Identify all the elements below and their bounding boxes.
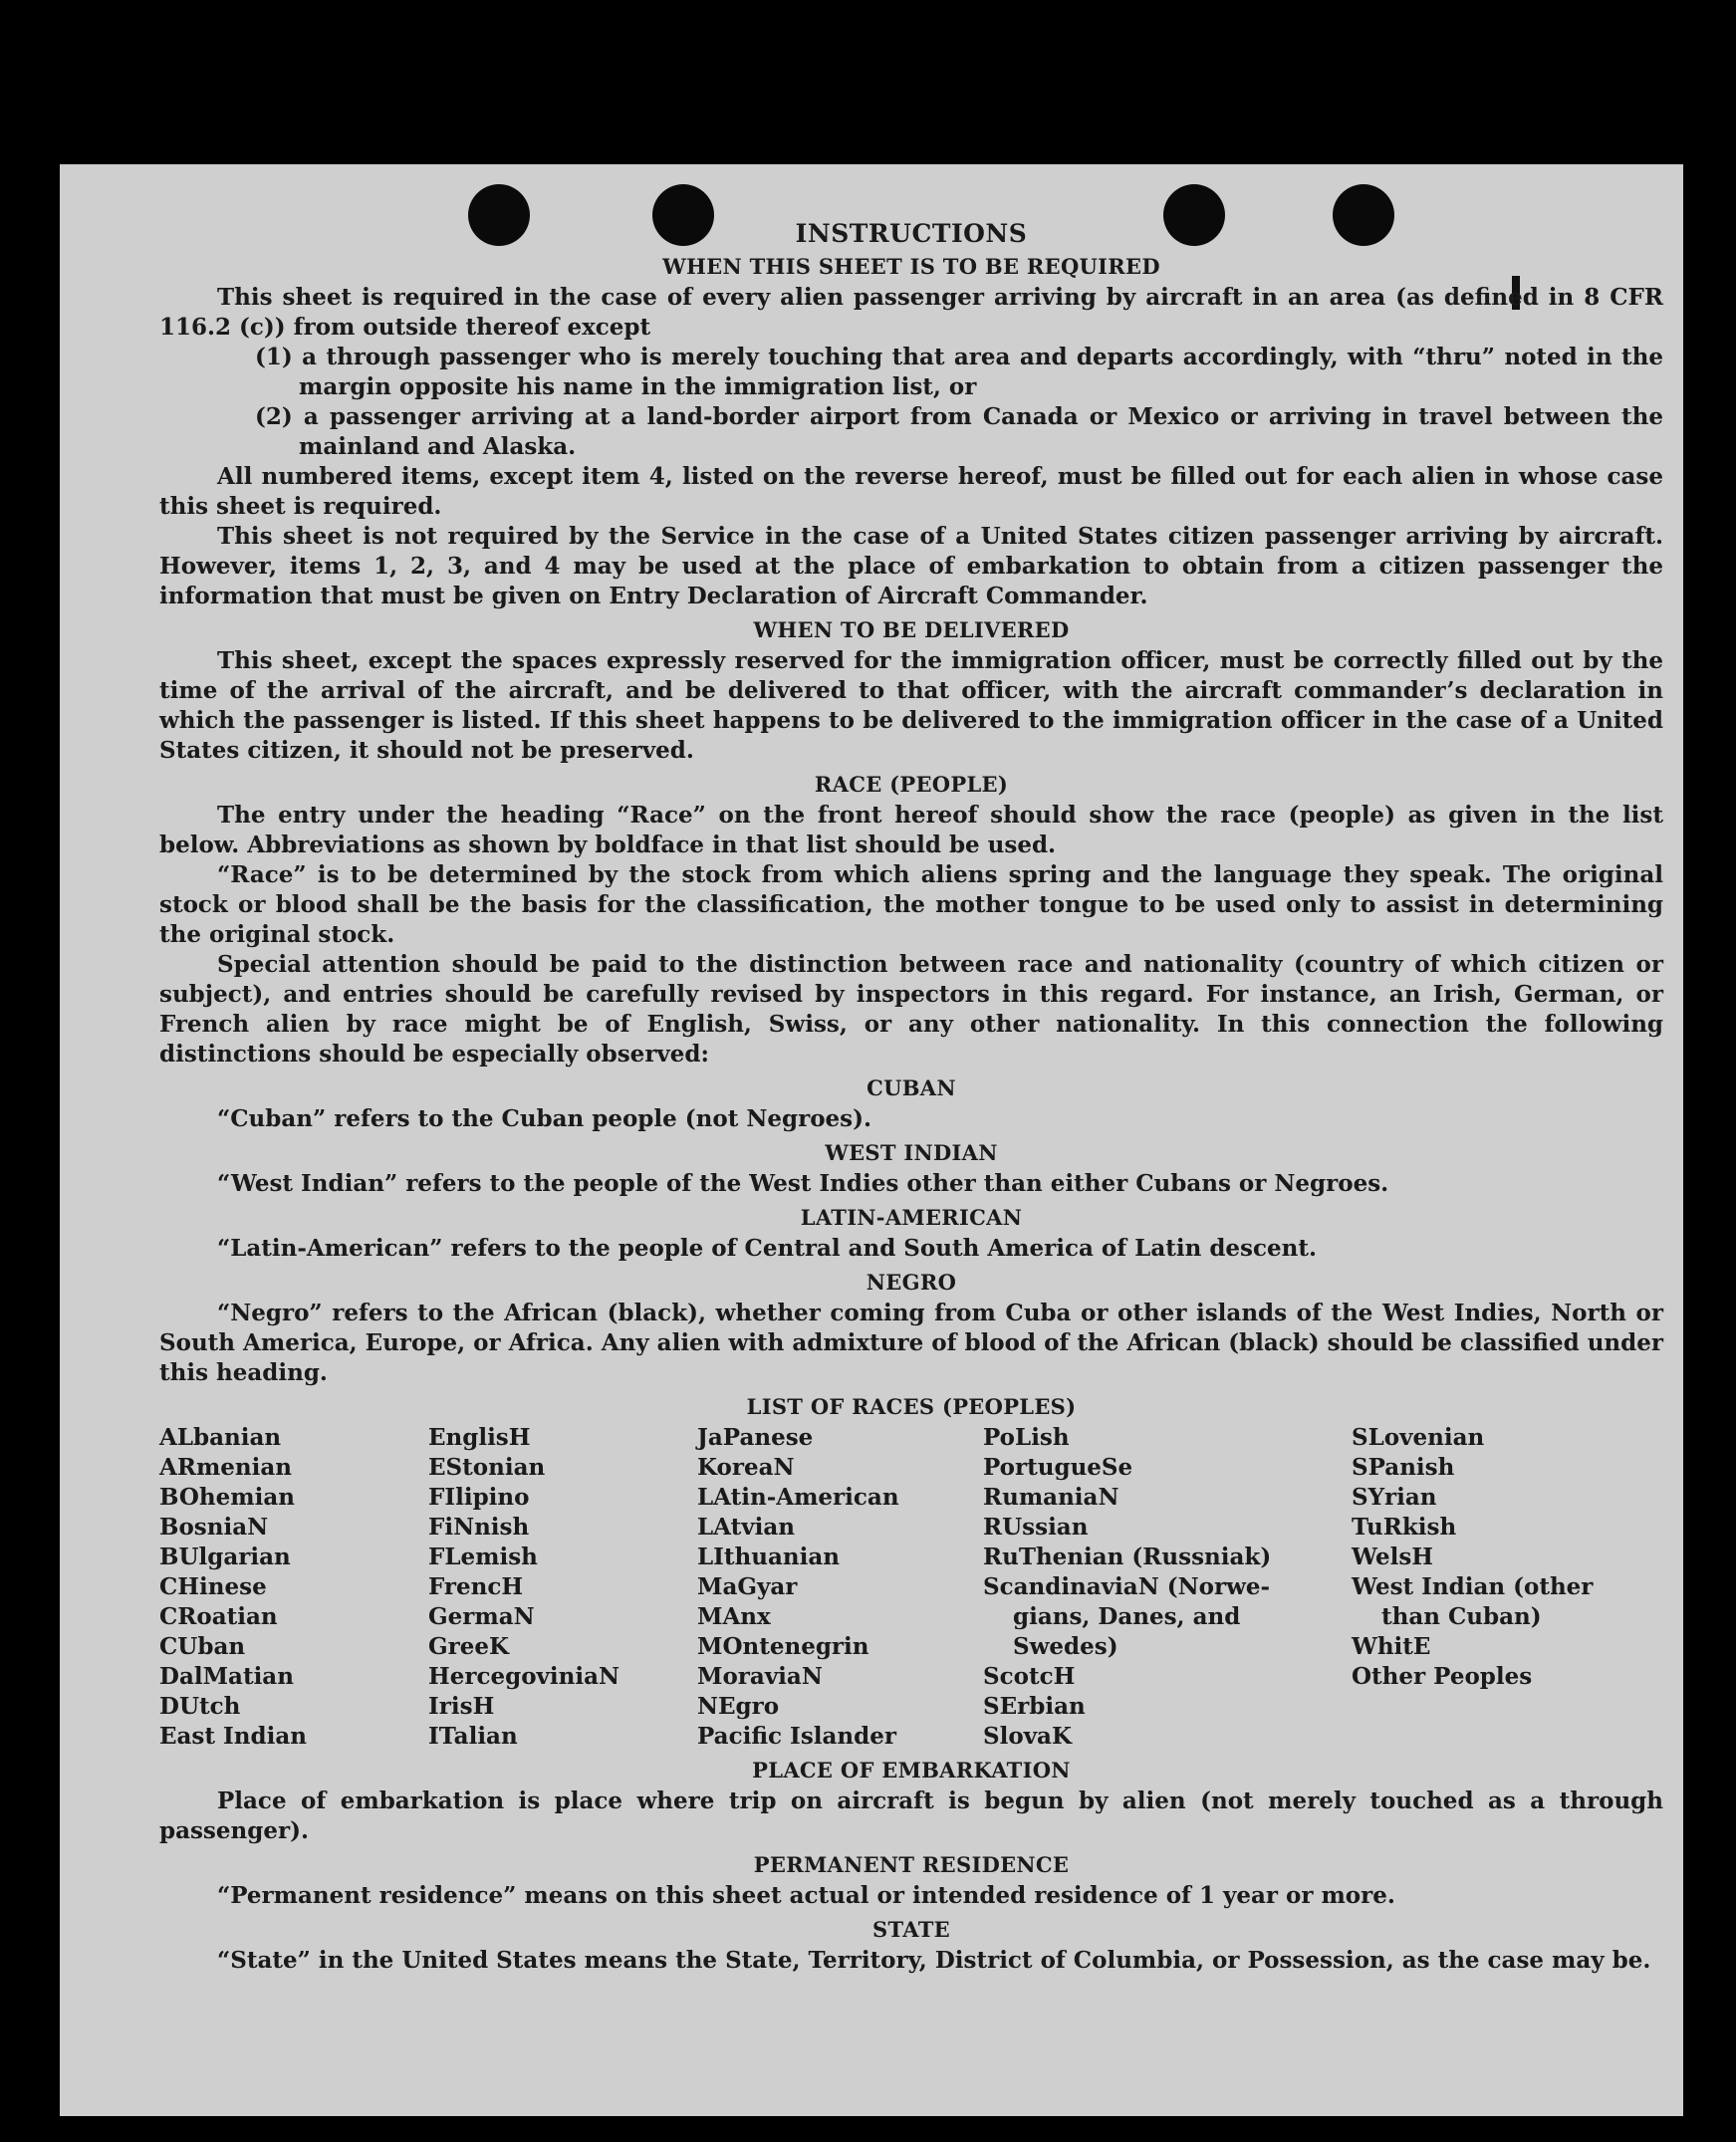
race-item: CRoatian — [159, 1603, 278, 1630]
race-item: DUtch — [159, 1693, 241, 1720]
definition-heading: LATIN-AMERICAN — [800, 1205, 1023, 1230]
race-item: WelsH — [1352, 1544, 1434, 1570]
race-item: SYrian — [1352, 1484, 1437, 1511]
race-list — [159, 1423, 1663, 1752]
race-item: ScandinaviaN (Norwe- — [983, 1573, 1271, 1600]
race-item: LAtin-American — [697, 1484, 899, 1511]
page-title: INSTRUCTIONS — [795, 219, 1028, 248]
race-item: WhitE — [1352, 1633, 1431, 1660]
definition-text: “Cuban” refers to the Cuban people (not Negroes). — [217, 1105, 872, 1132]
race-item: GreeK — [428, 1633, 510, 1660]
definition-text: “Latin-American” refers to the people of Central and South America of Latin descent. — [217, 1235, 1317, 1262]
section-heading: STATE — [872, 1917, 950, 1942]
race-item: ARmenian — [159, 1454, 293, 1481]
paragraph: “Race” is to be determined by the stock from which aliens spring and the language they speak. The original stock or blood shall be the basis for the classification, the mother tongue to be used only to assist in determining the original stock. — [159, 861, 1663, 948]
paragraph: Place of embarkation is place where trip on aircraft is begun by alien (not merely touched as a through passenger). — [159, 1787, 1663, 1844]
paragraph: All numbered items, except item 4, listed on the reverse hereof, must be filled out for each alien in whose case this sheet is required. — [159, 463, 1663, 520]
race-column-3 — [697, 1423, 983, 1752]
section-heading: PLACE OF EMBARKATION — [752, 1758, 1071, 1783]
race-item: BosniaN — [159, 1514, 269, 1541]
race-item: GermaN — [428, 1603, 535, 1630]
race-item: LIthuanian — [697, 1544, 840, 1570]
race-item: NEgro — [697, 1693, 780, 1720]
definition-heading: NEGRO — [866, 1270, 957, 1295]
race-item: MOntenegrin — [697, 1633, 869, 1660]
list-item: (2) a passenger arriving at a land-border airport from Canada or Mexico or arriving in travel between the mainland and Alaska. — [255, 403, 1663, 460]
race-column-4 — [983, 1423, 1352, 1752]
paragraph: The entry under the heading “Race” on the front hereof should show the race (people) as given in the list below. Abbreviations as shown by boldface in that list should be used. — [159, 802, 1663, 858]
section-heading: PERMANENT RESIDENCE — [753, 1852, 1070, 1877]
race-item: Other Peoples — [1352, 1663, 1533, 1690]
race-item: EnglisH — [428, 1424, 531, 1451]
race-item: RumaniaN — [983, 1484, 1119, 1511]
race-item: SPanish — [1352, 1454, 1455, 1481]
race-column-1 — [159, 1423, 428, 1752]
race-item: FrencH — [428, 1573, 524, 1600]
list-item: (1) a through passenger who is merely touching that area and departs accordingly, with “thru” noted in the margin opposite his name in the immigration list, or — [255, 344, 1663, 400]
race-item: MoraviaN — [697, 1663, 823, 1690]
race-item: EStonian — [428, 1454, 546, 1481]
document-sheet — [60, 164, 1683, 2116]
race-item: FLemish — [428, 1544, 538, 1570]
instructions-text — [159, 219, 1663, 1976]
race-item: CHinese — [159, 1573, 267, 1600]
race-item: MAnx — [697, 1603, 771, 1630]
definition-text: “West Indian” refers to the people of the West Indies other than either Cubans or Negroes. — [217, 1170, 1389, 1197]
race-column-5 — [1352, 1423, 1650, 1752]
race-item: BUlgarian — [159, 1544, 291, 1570]
race-item: MaGyar — [697, 1573, 798, 1600]
race-item: RUssian — [983, 1514, 1089, 1541]
race-item: Swedes) — [1013, 1633, 1118, 1660]
race-item: East Indian — [159, 1723, 307, 1750]
race-item: CUban — [159, 1633, 246, 1660]
race-item: SlovaK — [983, 1723, 1072, 1750]
race-item: RuThenian (Russniak) — [983, 1544, 1272, 1570]
race-item: FiNnish — [428, 1514, 530, 1541]
paragraph: “State” in the United States means the State, Territory, District of Columbia, or Possession, as the case may be. — [217, 1947, 1651, 1974]
race-item: than Cuban) — [1381, 1603, 1542, 1630]
race-item: LAtvian — [697, 1514, 795, 1541]
definition-text: “Negro” refers to the African (black), whether coming from Cuba or other islands of the West Indies, North or South America, Europe, or Africa. Any alien with admixture of blood of the African (black) should be classified under this heading. — [159, 1300, 1663, 1386]
race-item: SLovenian — [1352, 1424, 1485, 1451]
race-item: TuRkish — [1352, 1514, 1457, 1541]
section-heading: RACE (PEOPLE) — [814, 772, 1009, 797]
race-item: gians, Danes, and — [1013, 1603, 1241, 1630]
race-item: KoreaN — [697, 1454, 795, 1481]
race-item: ScotcH — [983, 1663, 1076, 1690]
race-item: West Indian (other — [1352, 1573, 1594, 1600]
paragraph: This sheet is not required by the Service in the case of a United States citizen passenger arriving by aircraft. However, items 1, 2, 3, and 4 may be used at the place of embarkation to obtain from a citizen passenger the information that must be given on Entry Declaration of Aircraft Commander. — [159, 523, 1663, 609]
race-item: DalMatian — [159, 1663, 294, 1690]
race-item: IrisH — [428, 1693, 495, 1720]
definition-heading: CUBAN — [867, 1075, 956, 1100]
paragraph: “Permanent residence” means on this sheet actual or intended residence of 1 year or more. — [217, 1882, 1395, 1909]
race-item: HercegoviniaN — [428, 1663, 620, 1690]
race-list-heading: LIST OF RACES (PEOPLES) — [746, 1394, 1077, 1419]
paragraph: Special attention should be paid to the distinction between race and nationality (country of which citizen or subject), and entries should be carefully revised by inspectors in this regard. For instance, an Irish, German, or French alien by race might be of English, Swiss, or any other nationality. In this connection the following distinctions should be especially observed: — [159, 951, 1663, 1068]
race-item: ITalian — [428, 1723, 518, 1750]
race-item: FIlipino — [428, 1484, 530, 1511]
definition-heading: WEST INDIAN — [825, 1140, 998, 1165]
race-item: PoLish — [983, 1424, 1070, 1451]
section-heading: WHEN TO BE DELIVERED — [753, 617, 1070, 642]
paragraph: This sheet is required in the case of every alien passenger arriving by aircraft in an area (as defined in 8 CFR 116.2 (c)) from outside thereof except — [159, 284, 1663, 341]
race-item: PortugueSe — [983, 1454, 1133, 1481]
race-item: Pacific Islander — [697, 1723, 896, 1750]
paragraph: This sheet, except the spaces expressly reserved for the immigration officer, must be correctly filled out by the time of the arrival of the aircraft, and be delivered to that officer, with the aircraft commander’s declaration in which the passenger is listed. If this sheet happens to be delivered to the immigration officer in the case of a United States citizen, it should not be preserved. — [159, 647, 1663, 764]
race-item: ALbanian — [159, 1424, 282, 1451]
race-item: BOhemian — [159, 1484, 295, 1511]
race-item: SErbian — [983, 1693, 1086, 1720]
race-item: JaPanese — [697, 1424, 814, 1451]
race-column-2 — [428, 1423, 697, 1752]
section-heading: WHEN THIS SHEET IS TO BE REQUIRED — [662, 254, 1160, 279]
